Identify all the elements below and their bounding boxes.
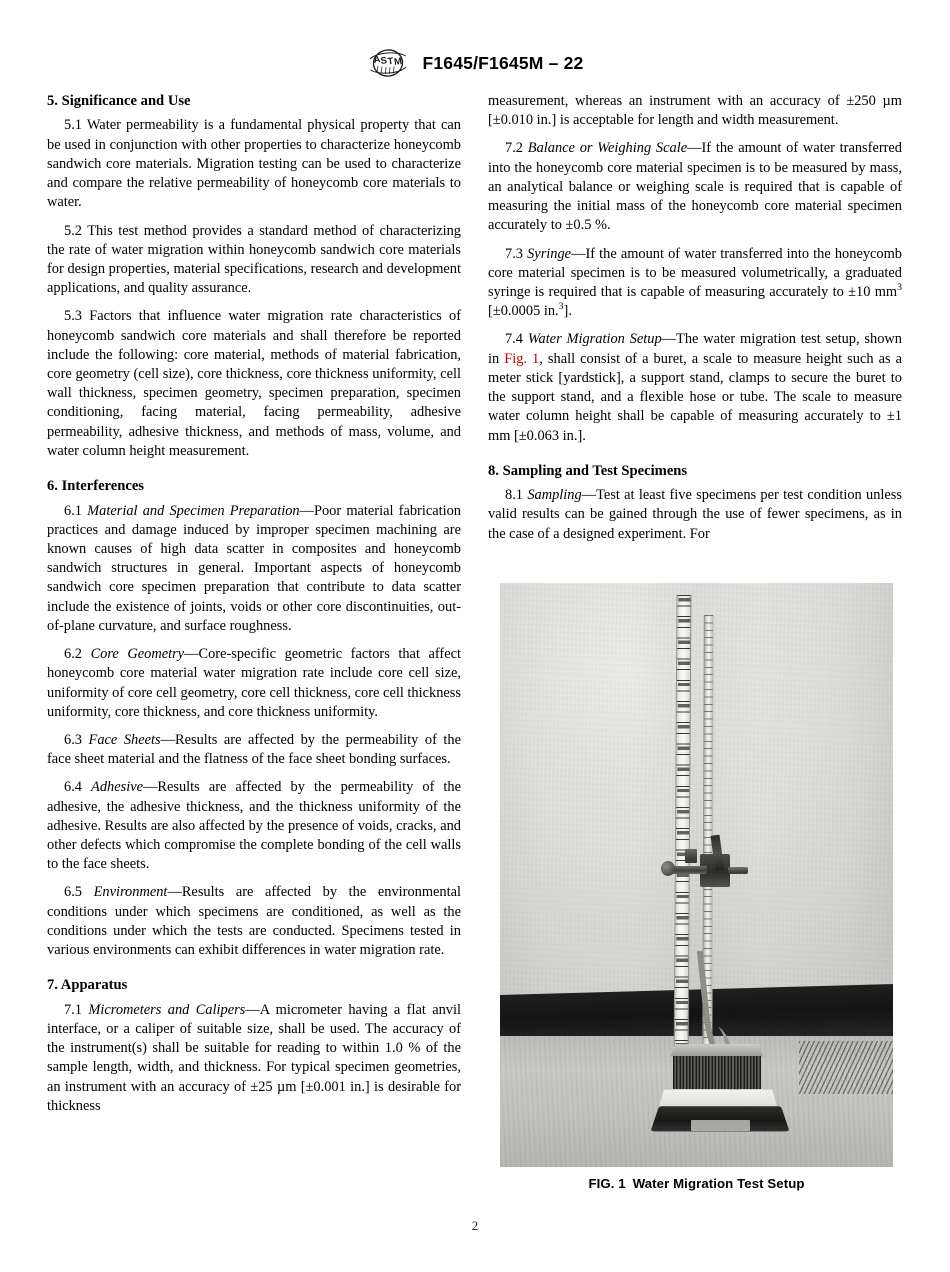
paragraph-5-3: 5.3 Factors that influence water migration rate characteristics of honeycomb sandwich core materials and shall therefore be reported include the following: core material, methods of material fabrication, core geometry (cell size), core thickness, core thickness uniformity, cell wall thickness, specimen geometry, specimen preparation, specimen conditioning, facing material, facing permeability, adhesive permeability, adhesive thickness, and methods of mass, volume, and water column height measurement.: [47, 308, 461, 459]
svg-text:S: S: [380, 55, 389, 67]
paragraph-number: 6.5: [64, 884, 82, 901]
paragraph-5-2: 5.2 This test method provides a standard method of characterizing the rate of water migration within honeycomb sandwich core materials for design properties, material specifications, research and development applications, and quality assurance.: [47, 222, 461, 297]
paragraph-number: 7.3: [505, 245, 523, 262]
meter-stick-numerals: [676, 595, 690, 1074]
clamp-upper-bracket: [685, 849, 698, 863]
paragraph-text: —Results are affected by the permeability of the adhesive, the adhesive thickness, and the thickness uniformity of the adhesive. Results are also affected by the presence of voids, cracks, and other defects which compromise the complete bonding of the cell walls to the face sheets.: [47, 779, 461, 873]
paragraph-number: 6.2: [64, 646, 82, 663]
paragraph-7-1-continued: measurement, whereas an instrument with an accuracy of ±250 µm [±0.010 in.] is acceptable for length and width measurement.: [488, 93, 902, 129]
paragraph-text: —Core-specific geometric factors that affect honeycomb core material water migration rate include core cell size, uniformity of core cell geometry, core cell thickness, core cell thickness uniformity, core thickness, and core thickness uniformity.: [47, 646, 461, 720]
figure-1-cross-reference-link[interactable]: Fig. 1: [504, 350, 540, 367]
paragraph-text: —Test at least five specimens per test condition unless valid results can be gained through the use of fewer specimens, as in the case of a designed experiment. For: [488, 487, 902, 542]
paragraph-term: Balance or Weighing Scale: [527, 140, 688, 157]
paragraph-text: —If the amount of water transferred into the honeycomb core material specimen is to be measured by mass, an analytical balance or weighing scale is required that is capable of measuring the initial mass of the honeycomb core material specimen accurately to ±0.5 %.: [488, 140, 902, 234]
honeycomb-specimen-top-face: [671, 1044, 764, 1056]
paragraph-term: Core Geometry: [90, 646, 185, 663]
paragraph-6-5: [47, 883, 461, 960]
paragraph-number: 8.1: [505, 487, 523, 504]
paragraph-8-1: [488, 486, 902, 544]
section-heading-7: 7. Apparatus: [47, 977, 128, 994]
paragraph-term: Material and Specimen Preparation: [87, 502, 300, 519]
paragraph-7-4: [488, 330, 902, 445]
paragraph-text: —If the amount of water transferred into the honeycomb core material specimen is to be measured volumetrically, a graduated syringe is required that is capable of measuring accurately to ±10 mm: [488, 245, 902, 300]
paragraph-6-2: [47, 645, 461, 722]
svg-text:M: M: [393, 55, 404, 68]
paragraph-text: —Results are affected by the environmental conditions under which specimens are conditioned, as well as the conditions under which the tests are conducted. Specimens tested in various environments can exhibit differences in water migration rate.: [47, 884, 461, 959]
svg-text:A: A: [373, 54, 382, 66]
superscript-exponent: 3: [558, 301, 564, 313]
paragraph-text: —Results are affected by the permeability of the face sheet material and the flatness of the face sheet bonding surfaces.: [47, 731, 461, 768]
svg-text:T: T: [387, 55, 395, 68]
figure-1-caption: [500, 1176, 893, 1191]
superscript-exponent: 3: [897, 282, 902, 294]
paragraph-6-4: [47, 778, 461, 874]
figure-caption-title: Water Migration Test Setup: [632, 1176, 805, 1191]
paragraph-6-3: [47, 731, 461, 769]
paragraph-text: —A micrometer having a flat anvil interface, or a caliper of suitable size, shall be used. The accuracy of the instrument(s) shall be suitable for reading to within 1.0 % of the sample length, width, and thickness. For typical specimen geometries, an instrument with an accuracy of ±25 µm [±0.001 in.] is desirable for thickness: [47, 1001, 461, 1114]
paragraph-7-1: [47, 1001, 461, 1116]
figure-1-block: [500, 583, 893, 1191]
paragraph-term: Syringe: [527, 245, 572, 262]
paragraph-text-end: ].: [563, 303, 572, 320]
water-migration-test-setup-photo: [500, 583, 893, 1167]
paragraph-term: Micrometers and Calipers: [88, 1001, 246, 1018]
paragraph-number: 7.1: [64, 1001, 82, 1018]
paragraph-text-after-link: , shall consist of a buret, a scale to measure height such as a meter stick [yardstick], a support stand, clamps to secure the buret to the support stand, and a flexible hose or tube. The scale to measure water column height shall be capable of measuring accurately to ±1 mm [±0.063 in.].: [488, 350, 902, 444]
honeycomb-core-specimen: [673, 1056, 761, 1089]
paragraph-term: Adhesive: [91, 779, 143, 796]
paragraph-number: 7.2: [505, 140, 523, 157]
paragraph-6-1: [47, 502, 461, 637]
paragraph-term: Face Sheets: [88, 731, 161, 748]
section-heading-5: 5. Significance and Use: [47, 93, 191, 109]
section-heading-8: 8. Sampling and Test Specimens: [488, 462, 688, 479]
paragraph-number: 7.4: [505, 331, 523, 348]
astm-logo: [366, 48, 410, 78]
paragraph-7-3: [488, 245, 902, 322]
support-stand-base-label: [691, 1120, 750, 1131]
section-heading-6: 6. Interferences: [47, 478, 144, 495]
paragraph-number: 6.4: [64, 779, 82, 796]
paragraph-number: 6.3: [64, 731, 82, 748]
paragraph-term: Environment: [93, 884, 168, 901]
paragraph-text: —The water migration test setup, shown in: [488, 331, 902, 367]
paragraph-5-1: 5.1 Water permeability is a fundamental physical property that can be used in conjunction with other properties to characterize honeycomb sandwich core materials. Migration testing can be used to characterize and compare the relative permeability of honeycomb core materials to water.: [47, 117, 461, 211]
clamp-thumb-screw: [728, 867, 748, 874]
paragraph-text-mid: [±0.0005 in.: [488, 303, 559, 320]
paragraph-7-2: [488, 139, 902, 235]
page-number: 2: [471, 1218, 479, 1233]
clamp-support-arm: [671, 866, 708, 875]
standard-designation: F1645/F1645M – 22: [422, 52, 584, 73]
paragraph-term: Water Migration Setup: [527, 331, 662, 348]
paragraph-text: —Poor material fabrication practices and damage induced by improper specimen machining are known causes of high data scatter in composites and honeycomb sandwich structures in general. Important aspects of honeycomb sandwich core specimen preparation that contribute to data scatter include the existence of joints, voids or other core discontinuities, out-of-plane curvature, and surface roughness.: [47, 502, 461, 634]
paragraph-number: 6.1: [64, 502, 82, 519]
page-header: [0, 48, 950, 78]
left-column: [47, 92, 461, 1116]
figure-caption-label: FIG. 1: [588, 1176, 626, 1191]
paragraph-term: Sampling: [527, 487, 582, 504]
